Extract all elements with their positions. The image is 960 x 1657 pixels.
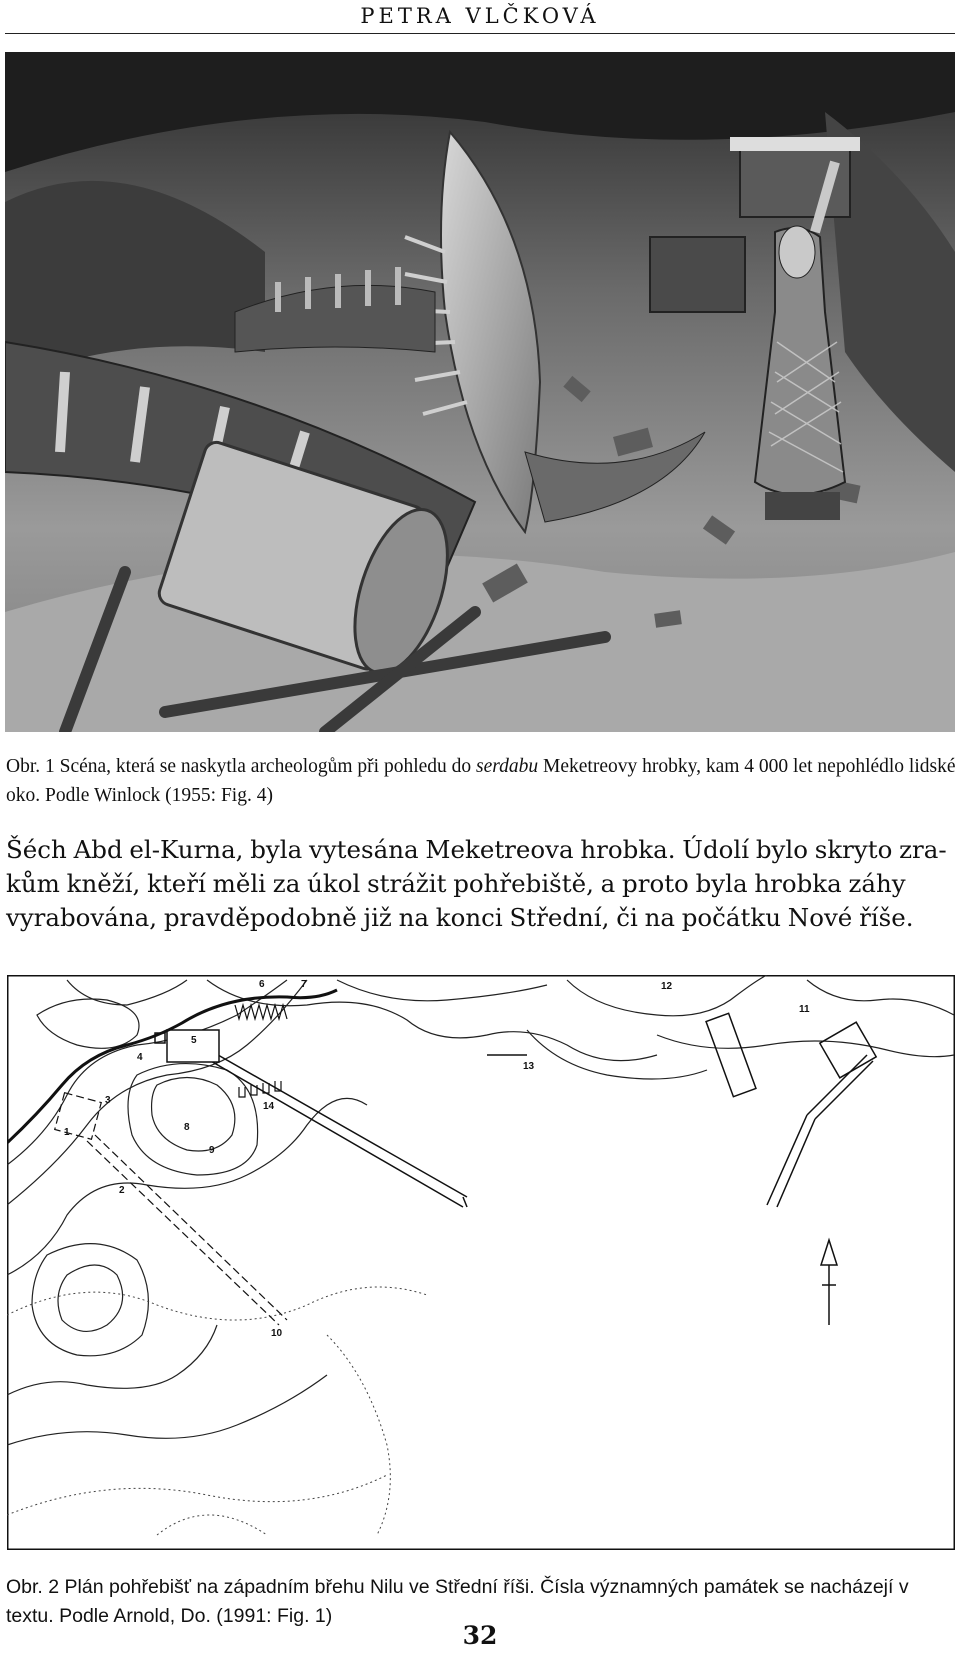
- map-label-7: 7: [301, 979, 307, 990]
- map-label-5: 5: [191, 1035, 197, 1046]
- figure-1-caption-text-end: Meketreovy hrobky, kam 4 000 let nepohlédlo lidské oko. Podle Winlock (1955: Fig. 4): [6, 756, 956, 806]
- map-frame: [8, 976, 955, 1550]
- figure-1-caption: [6, 752, 956, 810]
- running-header: PETRA VLČKOVÁ: [360, 4, 600, 28]
- map-label-9: 9: [209, 1145, 215, 1156]
- body-line: vyrabována, pravděpodobně již na konci Střední, či na počátku Nové říše.: [6, 903, 914, 932]
- figure-1-photo: [5, 52, 955, 732]
- body-line: kům kněží, kteří měli za úkol strážit pohřebiště, a proto byla hrobka záhy: [6, 869, 906, 898]
- map-label-3: 3: [105, 1095, 111, 1106]
- map-label-6: 6: [259, 979, 265, 990]
- tomb-photo-illustration: [5, 52, 955, 732]
- map-label-12: 12: [661, 981, 673, 992]
- map-label-14: 14: [263, 1101, 275, 1112]
- map-label-11: 11: [799, 1004, 810, 1015]
- figure-2-caption: Obr. 2 Plán pohřebišť na západním břehu Nilu ve Střední říši. Čísla významných památek se nacházejí v textu. Podle Arnold, Do. (1991: Fig. 1): [6, 1576, 909, 1627]
- map-label-1: 1: [64, 1127, 70, 1138]
- map-label-8: 8: [184, 1122, 190, 1133]
- necropolis-plan-map: [7, 975, 955, 1550]
- body-paragraph: [6, 833, 956, 935]
- header-rule: [5, 33, 955, 34]
- body-line: Šéch Abd el-Kurna, byla vytesána Meketreova hrobka. Údolí bylo skryto zra-: [6, 835, 947, 864]
- figure-1-caption-italic: serdabu: [476, 756, 539, 777]
- map-label-2: 2: [119, 1185, 125, 1196]
- map-label-4: 4: [137, 1052, 143, 1063]
- map-label-10: 10: [271, 1328, 283, 1339]
- page-number: 32: [462, 1621, 498, 1650]
- figure-2-map: [7, 975, 955, 1550]
- map-label-13: 13: [523, 1061, 535, 1072]
- figure-1-caption-text: Obr. 1 Scéna, která se naskytla archeologům při pohledu do: [6, 756, 477, 777]
